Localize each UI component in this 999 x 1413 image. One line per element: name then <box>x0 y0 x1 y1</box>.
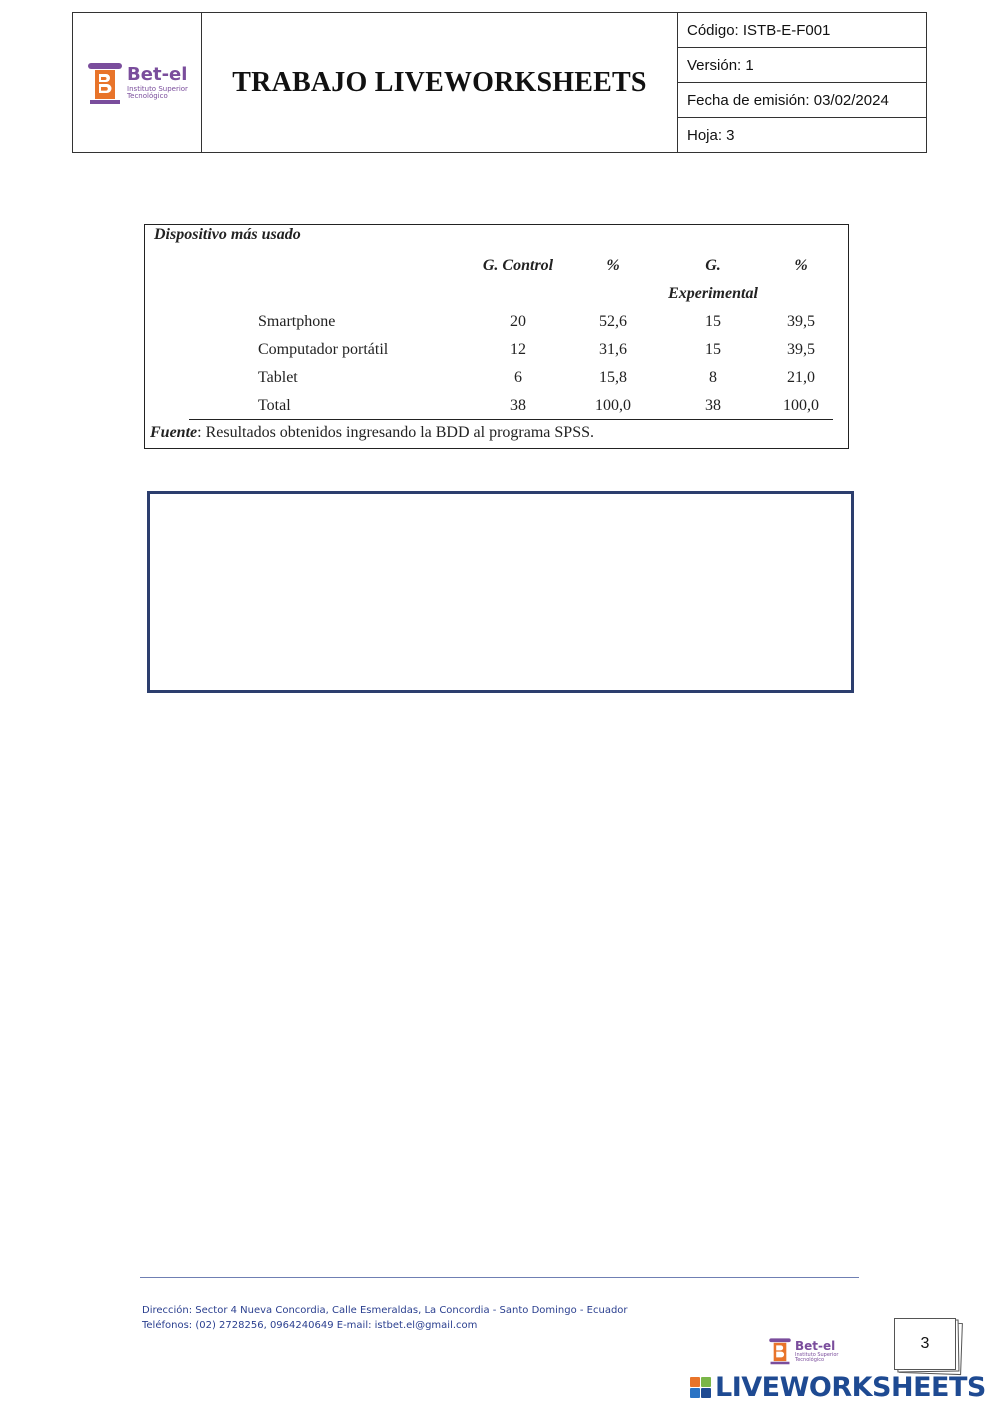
document-header <box>72 12 927 153</box>
bet-el-emblem-icon <box>768 1336 792 1366</box>
cell-control-percent: 31,6 <box>599 341 627 358</box>
row-label: Computador portátil <box>258 341 389 358</box>
cell-experimental: 8 <box>709 369 717 386</box>
source-label: Fuente <box>150 424 198 441</box>
document-issue-date: Fecha de emisión: 03/02/2024 <box>678 83 926 118</box>
column-header-control: G. Control <box>482 257 554 274</box>
answer-text-box[interactable] <box>147 491 854 693</box>
cell-control: 12 <box>510 341 526 358</box>
page-number-box <box>894 1318 962 1373</box>
table-bottom-rule <box>189 419 833 420</box>
table-row-total <box>145 397 848 425</box>
bet-el-logo <box>86 60 188 106</box>
table-row <box>145 313 848 341</box>
footer-bet-el-logo <box>768 1336 839 1366</box>
document-code: Código: ISTB-E-F001 <box>678 13 926 48</box>
row-label: Tablet <box>258 369 298 386</box>
footer-divider <box>140 1277 859 1278</box>
cell-control-percent: 100,0 <box>595 397 631 414</box>
document-version: Versión: 1 <box>678 48 926 83</box>
cell-experimental-percent: 39,5 <box>787 313 815 330</box>
cell-control: 38 <box>510 397 526 414</box>
logo-subtitle-1: Instituto Superior <box>795 1351 839 1358</box>
cell-experimental: 15 <box>705 313 721 330</box>
table-caption: Dispositivo más usado <box>154 226 301 243</box>
table-source <box>150 424 594 442</box>
liveworksheets-wordmark: LIVEWORKSHEETS <box>715 1372 986 1403</box>
document-sheet: Hoja: 3 <box>687 126 735 144</box>
bet-el-emblem-icon <box>86 60 124 106</box>
cell-experimental: 15 <box>705 341 721 358</box>
device-usage-table <box>144 224 849 449</box>
page-number: 3 <box>920 1335 930 1352</box>
logo-brand-name: Bet-el <box>127 63 188 85</box>
row-label: Total <box>258 397 291 414</box>
column-header-control-percent: % <box>606 257 620 274</box>
table-row <box>145 369 848 397</box>
column-header-experimental-2: Experimental <box>668 285 758 302</box>
header-logo-cell <box>73 13 202 152</box>
cell-control-percent: 15,8 <box>599 369 627 386</box>
cell-control-percent: 52,6 <box>599 313 627 330</box>
column-header-experimental-percent: % <box>794 257 808 274</box>
footer-contact <box>142 1303 628 1333</box>
logo-subtitle-1: Instituto Superior <box>127 84 188 93</box>
logo-subtitle-2: Tecnológico <box>127 91 168 100</box>
cell-control: 6 <box>514 369 522 386</box>
header-meta <box>678 13 926 152</box>
cell-experimental-percent: 100,0 <box>783 397 819 414</box>
logo-subtitle-2: Tecnológico <box>795 1356 825 1363</box>
document-title: TRABAJO LIVEWORKSHEETS <box>202 13 678 152</box>
column-header-experimental: G. <box>705 257 721 274</box>
logo-brand-name: Bet-el <box>795 1338 836 1353</box>
liveworksheets-icon <box>690 1377 711 1398</box>
cell-experimental-percent: 21,0 <box>787 369 815 386</box>
cell-experimental: 38 <box>705 397 721 414</box>
liveworksheets-brand <box>690 1372 986 1403</box>
footer-phones: Teléfonos: (02) 2728256, 0964240649 E-mail: istbet.el@gmail.com <box>142 1320 478 1331</box>
source-text: : Resultados obtenidos ingresando la BDD al programa SPSS. <box>197 424 594 441</box>
cell-experimental-percent: 39,5 <box>787 341 815 358</box>
table-row <box>145 341 848 369</box>
row-label: Smartphone <box>258 313 336 330</box>
footer-address: Dirección: Sector 4 Nueva Concordia, Calle Esmeraldas, La Concordia - Santo Domingo - Ecuador <box>142 1305 628 1316</box>
cell-control: 20 <box>510 313 526 330</box>
